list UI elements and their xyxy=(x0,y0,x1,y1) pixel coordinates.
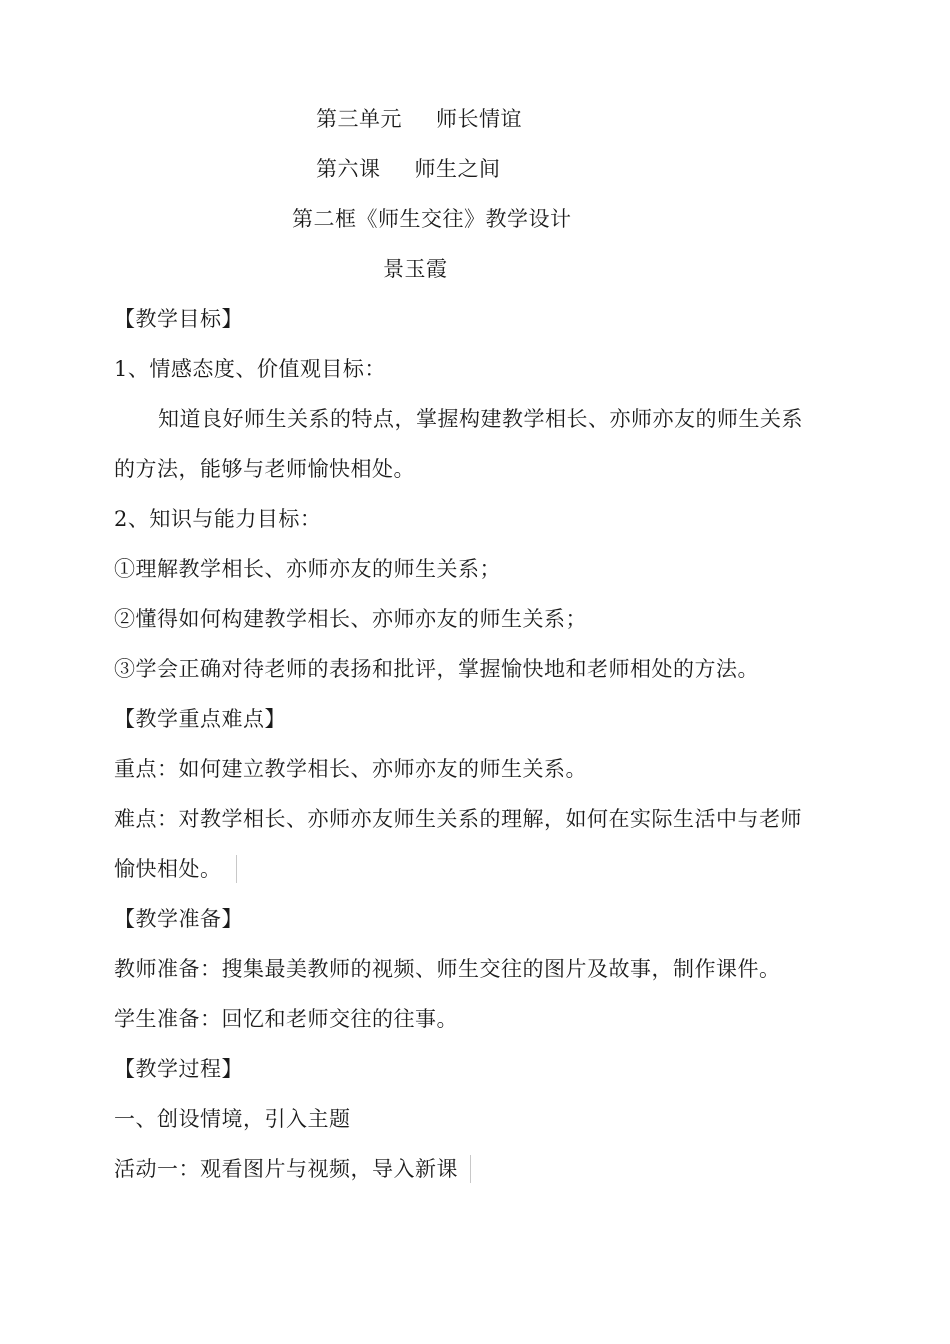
section-title: 第二框《师生交往》教学设计 xyxy=(292,207,572,231)
lesson-label: 第六课 xyxy=(316,157,381,181)
lesson-heading xyxy=(316,154,501,184)
objective-1-title: 1、情感态度、价值观目标： xyxy=(114,357,386,381)
text-cursor-mark xyxy=(236,855,237,883)
objective-2-point-1: ①理解教学相长、亦师亦友的师生关系； xyxy=(114,557,501,581)
text-cursor-mark-2 xyxy=(470,1155,471,1183)
process-heading: 【教学过程】 xyxy=(114,1057,243,1081)
objectives-heading: 【教学目标】 xyxy=(114,307,243,331)
key-point-difficulty-line-1: 难点：对教学相长、亦师亦友师生关系的理解，如何在实际生活中与老师 xyxy=(114,807,802,831)
key-point-focus: 重点：如何建立教学相长、亦师亦友的师生关系。 xyxy=(114,757,587,781)
unit-heading xyxy=(316,104,522,134)
key-points-heading: 【教学重点难点】 xyxy=(114,707,286,731)
author-name: 景玉霞 xyxy=(383,257,448,281)
preparation-student: 学生准备：回忆和老师交往的往事。 xyxy=(114,1007,458,1031)
process-activity-1: 活动一：观看图片与视频，导入新课 xyxy=(114,1157,458,1181)
preparation-teacher: 教师准备：搜集最美教师的视频、师生交往的图片及故事，制作课件。 xyxy=(114,957,781,981)
objective-2-title: 2、知识与能力目标： xyxy=(114,507,322,531)
objective-2-point-3: ③学会正确对待老师的表扬和批评，掌握愉快地和老师相处的方法。 xyxy=(114,657,759,681)
objective-2-point-2: ②懂得如何构建教学相长、亦师亦友的师生关系； xyxy=(114,607,587,631)
key-point-difficulty-line-2: 愉快相处。 xyxy=(114,857,222,881)
preparation-heading: 【教学准备】 xyxy=(114,907,243,931)
unit-title: 师长情谊 xyxy=(436,107,522,131)
lesson-title: 师生之间 xyxy=(414,157,501,181)
objective-1-text-line-2: 的方法，能够与老师愉快相处。 xyxy=(114,457,415,481)
unit-label: 第三单元 xyxy=(316,107,402,131)
process-step-1: 一、创设情境，引入主题 xyxy=(114,1107,351,1131)
objective-1-text-line-1: 知道良好师生关系的特点，掌握构建教学相长、亦师亦友的师生关系 xyxy=(158,407,803,431)
